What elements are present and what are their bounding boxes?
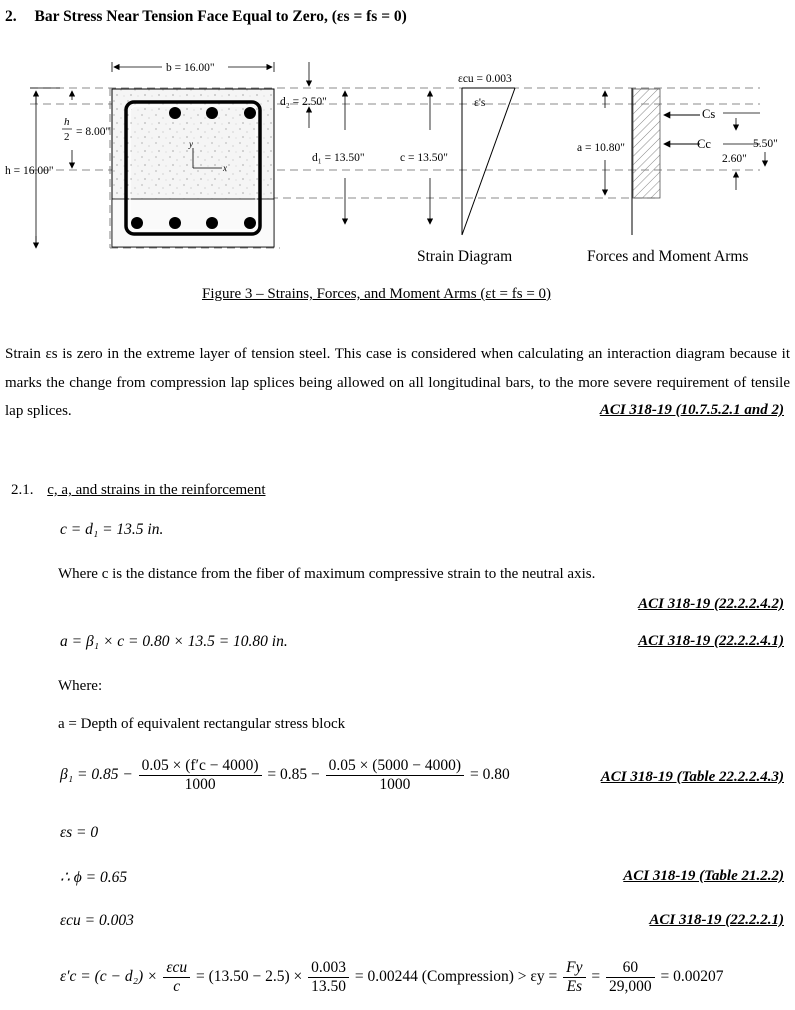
esp-result: = 0.00244 (Compression) > εy =	[354, 968, 558, 986]
figure-3-diagram	[0, 40, 795, 315]
where-label: Where:	[58, 678, 103, 694]
beta-equation	[60, 757, 510, 794]
half-h-denominator: 2	[64, 131, 70, 143]
section-heading	[5, 8, 407, 26]
esp-fraction-2-denominator: 13.50	[311, 978, 347, 995]
esp-fraction-4-numerator: 60	[606, 959, 655, 978]
beta-fraction-1-numerator: 0.05 × (f′c − 4000)	[139, 757, 262, 776]
a-reference: ACI 318-19 (22.2.2.4.1)	[638, 633, 784, 649]
intro-paragraph-text: Strain εs is zero in the extreme layer of tension steel. This case is considered when calculating an interaction diagram because it marks the change from compression lap splices being allowed on all longitudinal bars, to the more severe requirement of tensile lap splices.	[5, 346, 790, 419]
beta-lhs: β₁ = 0.85 −	[60, 766, 133, 784]
beta-fraction-2	[326, 757, 464, 794]
half-h-label: = 8.00"	[76, 126, 111, 138]
b-dimension-label: b = 16.00"	[166, 62, 215, 74]
axis-x-label: x	[223, 163, 227, 173]
c-reference: ACI 318-19 (22.2.2.4.2)	[638, 596, 784, 612]
paragraph-reference: ACI 318-19 (10.7.5.2.1 and 2)	[599, 402, 784, 418]
es-equation: εs = 0	[60, 824, 99, 841]
ecu-equation: εcu = 0.003	[60, 912, 134, 929]
a-equation: a = β₁ × c = 0.80 × 13.5 = 10.80 in.	[60, 633, 288, 650]
esp-fraction-4-denominator: 29,000	[609, 978, 652, 995]
c-equation: c = d₁ = 13.5 in.	[60, 521, 164, 538]
c-dimension-label: c = 13.50"	[400, 152, 448, 164]
esp-middle: = (13.50 − 2.5) ×	[195, 968, 303, 986]
strain-diagram-title: Strain Diagram	[417, 248, 513, 265]
a-definition: a = Depth of equivalent rectangular stress block	[58, 716, 346, 732]
esp-fraction-2-numerator: 0.003	[308, 959, 349, 978]
es-prime-equation	[60, 959, 724, 996]
esp-fraction-2	[308, 959, 349, 996]
subsection-number: 2.1.	[11, 482, 34, 498]
a-dimension-label: a = 10.80"	[577, 142, 625, 154]
section-number: 2.	[5, 8, 17, 25]
forces-diagram-title: Forces and Moment Arms	[587, 248, 749, 265]
ecu-label: εcu = 0.003	[458, 73, 512, 85]
esp-fraction-1-denominator: c	[173, 978, 181, 995]
esp-fraction-4	[606, 959, 655, 996]
d2-dimension-label: d₂ = 2.50"	[280, 96, 327, 108]
cc-force-label: Cc	[697, 137, 711, 151]
section-title: Bar Stress Near Tension Face Equal to Zero, (εs = fs = 0)	[34, 8, 407, 25]
subsection-title: c, a, and strains in the reinforcement	[47, 482, 266, 498]
esp-lhs: ε′c = (c − d₂) ×	[60, 968, 158, 986]
beta-fraction-2-numerator: 0.05 × (5000 − 4000)	[326, 757, 464, 776]
esp-fraction-1-numerator: εcu	[163, 959, 190, 978]
phi-reference: ACI 318-19 (Table 21.2.2)	[623, 868, 784, 884]
beta-fraction-1	[139, 757, 262, 794]
esp-fraction-1	[163, 959, 190, 996]
beta-fraction-2-denominator: 1000	[379, 776, 411, 793]
esp-fraction-3	[563, 959, 585, 996]
beta-rhs: = 0.80	[469, 766, 510, 784]
beta-middle: = 0.85 −	[267, 766, 320, 784]
esp-fraction-3-numerator: Fy	[563, 959, 585, 978]
esp-fraction-3-denominator: Es	[566, 978, 583, 995]
es-prime-label: ε's	[474, 97, 486, 109]
beta-fraction-1-denominator: 1000	[184, 776, 216, 793]
cs-force-label: Cs	[702, 107, 716, 121]
axis-y-label: y	[189, 139, 193, 149]
ecu-reference: ACI 318-19 (22.2.2.1)	[649, 912, 784, 928]
esp-equals: =	[591, 968, 601, 986]
esp-final: = 0.00207	[660, 968, 724, 986]
half-h-numerator: h	[64, 116, 70, 128]
c-description: Where c is the distance from the fiber of maximum compressive strain to the neutral axis.	[58, 566, 596, 582]
subsection-heading	[11, 482, 266, 499]
h-dimension-label: h = 16.00"	[5, 165, 54, 177]
phi-equation: ∴ ϕ = 0.65	[60, 869, 128, 886]
arm-5-50-label: 5.50"	[753, 138, 778, 150]
arm-2-60-label: 2.60"	[722, 153, 747, 165]
figure-caption: Figure 3 – Strains, Forces, and Moment Arms (εt = fs = 0)	[202, 286, 552, 302]
beta-reference: ACI 318-19 (Table 22.2.2.4.3)	[600, 769, 784, 785]
d1-dimension-label: d₁ = 13.50"	[312, 152, 365, 164]
